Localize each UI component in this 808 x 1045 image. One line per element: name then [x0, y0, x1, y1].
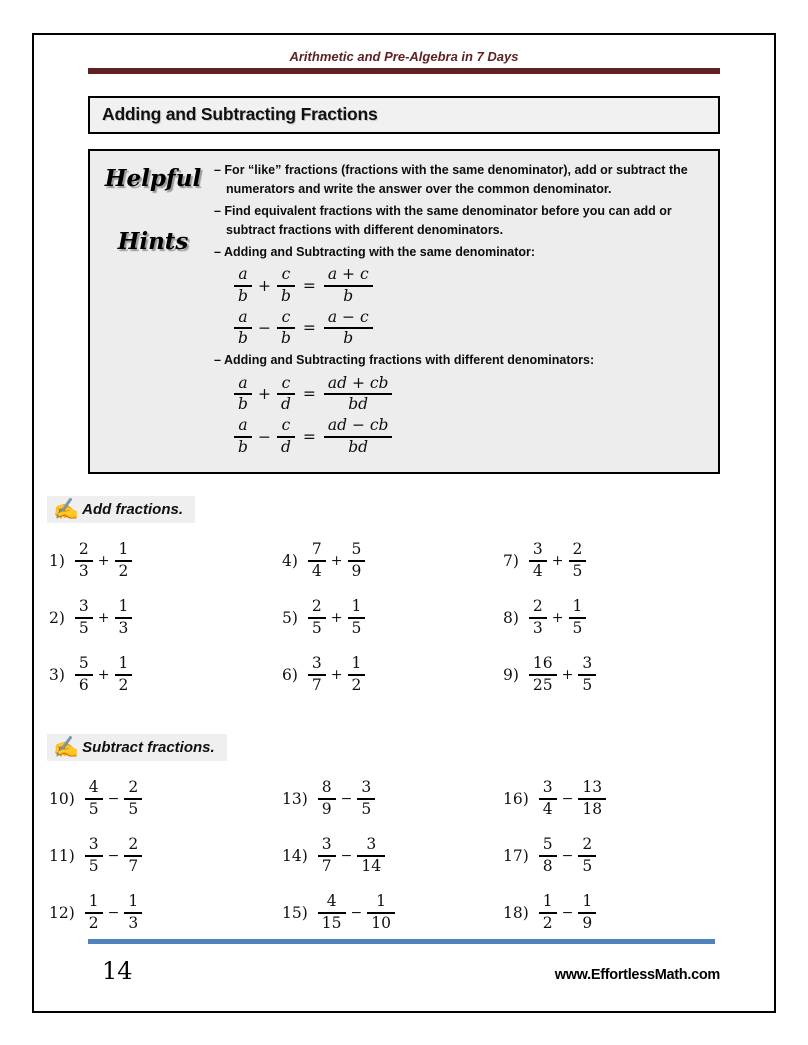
problem-number: 13) — [282, 790, 308, 809]
equals-sign: = — [302, 319, 316, 338]
operator: − — [561, 848, 574, 865]
numerator: 1 — [124, 893, 142, 914]
fraction — [124, 779, 142, 819]
denominator: 5 — [78, 619, 89, 638]
fraction — [539, 779, 557, 819]
numerator: 2 — [529, 598, 547, 619]
problem-item — [49, 533, 282, 590]
denominator: 25 — [532, 676, 553, 695]
operator: + — [97, 667, 110, 684]
numerator: a + c — [324, 266, 373, 287]
numerator: 1 — [578, 893, 596, 914]
operator: − — [561, 791, 574, 808]
numerator: 2 — [308, 598, 326, 619]
operator: − — [257, 427, 271, 446]
numerator: a — [234, 266, 252, 287]
denominator: 7 — [311, 676, 322, 695]
fraction — [578, 893, 596, 933]
denominator: 3 — [118, 619, 129, 638]
numerator: 1 — [348, 598, 366, 619]
fraction — [539, 893, 557, 933]
numerator: 3 — [357, 779, 375, 800]
helpful-hints-box — [88, 149, 720, 474]
problem-item — [282, 590, 503, 647]
add-fractions-grid — [49, 533, 774, 704]
hint-bullet: – For “like” fractions (fractions with the same denominator), add or subtract the numerators and write the answer over the common denominator. — [214, 163, 688, 197]
add-fractions-heading — [47, 496, 195, 523]
problem-number: 16) — [503, 790, 529, 809]
denominator: d — [280, 395, 291, 414]
fraction — [308, 598, 326, 638]
operator: + — [330, 553, 343, 570]
problem-number: 1) — [49, 552, 65, 571]
numerator: 1 — [115, 655, 133, 676]
operator: − — [340, 848, 353, 865]
denominator: 9 — [351, 562, 362, 581]
fraction — [529, 598, 547, 638]
operator: − — [350, 905, 363, 922]
numerator: c — [277, 309, 295, 330]
numerator: 3 — [529, 541, 547, 562]
problem-number: 3) — [49, 666, 65, 685]
problem-number: 12) — [49, 904, 75, 923]
fraction — [85, 779, 103, 819]
denominator: 2 — [118, 562, 129, 581]
helpful-hints-label — [92, 159, 214, 460]
numerator: a — [234, 309, 252, 330]
denominator: bd — [348, 437, 369, 456]
operator: + — [561, 667, 574, 684]
problem-number: 9) — [503, 666, 519, 685]
hint-bullet: – Adding and Subtracting with the same denominator: — [214, 244, 536, 259]
section-gap — [34, 704, 774, 712]
operator: − — [561, 905, 574, 922]
numerator: 8 — [318, 779, 336, 800]
numerator: 3 — [578, 655, 596, 676]
fraction — [357, 779, 375, 819]
operator: − — [107, 791, 120, 808]
denominator: b — [280, 286, 291, 305]
numerator: 16 — [529, 655, 557, 676]
problem-item — [503, 828, 720, 885]
fraction — [85, 836, 103, 876]
operator: + — [551, 553, 564, 570]
numerator: 3 — [85, 836, 103, 857]
fraction — [234, 309, 252, 349]
fraction — [115, 598, 133, 638]
denominator: 7 — [128, 857, 139, 876]
problem-item — [282, 771, 503, 828]
fraction — [234, 417, 252, 457]
fraction — [324, 266, 373, 306]
writing-hand-icon: ✍ — [53, 497, 80, 521]
fraction — [234, 266, 252, 306]
fraction — [529, 541, 547, 581]
problem-number: 17) — [503, 847, 529, 866]
denominator: b — [280, 329, 291, 348]
fraction — [115, 541, 133, 581]
numerator: 7 — [308, 541, 326, 562]
problem-item — [503, 647, 720, 704]
fraction — [578, 779, 606, 819]
problem-number: 10) — [49, 790, 75, 809]
exercise-heading-label: Subtract fractions. — [82, 738, 215, 756]
numerator: ad − cb — [324, 417, 393, 438]
exercise-heading-label: Add fractions. — [82, 500, 183, 518]
denominator: b — [343, 286, 354, 305]
denominator: 3 — [128, 914, 139, 933]
operator: − — [107, 848, 120, 865]
fraction — [529, 655, 557, 695]
numerator: 1 — [367, 893, 395, 914]
operator: + — [551, 610, 564, 627]
numerator: 3 — [75, 598, 93, 619]
problem-number: 5) — [282, 609, 298, 628]
numerator: 3 — [318, 836, 336, 857]
problem-number: 6) — [282, 666, 298, 685]
problem-item — [503, 590, 720, 647]
formula-row — [234, 375, 710, 415]
problem-number: 8) — [503, 609, 519, 628]
operator: + — [330, 667, 343, 684]
problem-item — [49, 885, 282, 942]
page-frame — [32, 33, 776, 1013]
operator: − — [107, 905, 120, 922]
problem-item — [503, 771, 720, 828]
numerator: 1 — [348, 655, 366, 676]
writing-hand-icon: ✍ — [53, 735, 80, 759]
numerator: a — [234, 417, 252, 438]
problem-item — [282, 533, 503, 590]
numerator: 2 — [75, 541, 93, 562]
numerator: 1 — [85, 893, 103, 914]
denominator: 5 — [572, 562, 583, 581]
operator: − — [257, 319, 271, 338]
denominator: b — [238, 437, 248, 456]
fraction — [324, 417, 393, 457]
problem-item — [49, 647, 282, 704]
denominator: 5 — [582, 676, 593, 695]
denominator: 8 — [542, 857, 553, 876]
denominator: 7 — [321, 857, 332, 876]
equals-sign: = — [302, 276, 316, 295]
fraction — [348, 655, 366, 695]
numerator: 3 — [357, 836, 385, 857]
denominator: 5 — [88, 857, 99, 876]
numerator: 5 — [348, 541, 366, 562]
denominator: 2 — [542, 914, 553, 933]
denominator: 5 — [128, 800, 139, 819]
problem-number: 14) — [282, 847, 308, 866]
formula-row — [234, 309, 710, 349]
hint-bullet: – Find equivalent fractions with the same denominator before you can add or subtract fractions with different denominators. — [214, 203, 672, 238]
fraction — [318, 779, 336, 819]
formula-row — [234, 417, 710, 457]
footer-rule — [88, 939, 715, 944]
denominator: 4 — [311, 562, 322, 581]
denominator: 5 — [311, 619, 322, 638]
numerator: a — [234, 375, 252, 396]
fraction — [277, 417, 295, 457]
fraction — [234, 375, 252, 415]
fraction — [75, 541, 93, 581]
page-number: 14 — [102, 957, 133, 985]
fraction — [578, 655, 596, 695]
denominator: 18 — [582, 800, 603, 819]
problem-number: 4) — [282, 552, 298, 571]
numerator: c — [277, 417, 295, 438]
numerator: 5 — [539, 836, 557, 857]
fraction — [75, 598, 93, 638]
subtract-fractions-heading — [47, 734, 227, 761]
hint-bullet: – Adding and Subtracting fractions with different denominators: — [214, 353, 595, 368]
operator: + — [257, 276, 271, 295]
numerator: 1 — [115, 541, 133, 562]
fraction — [115, 655, 133, 695]
fraction — [324, 375, 393, 415]
numerator: 3 — [308, 655, 326, 676]
fraction — [75, 655, 93, 695]
equals-sign: = — [302, 427, 316, 446]
fraction — [85, 893, 103, 933]
numerator: ad + cb — [324, 375, 393, 396]
hints-label-word-2: Hints — [117, 228, 189, 255]
denominator: 5 — [351, 619, 362, 638]
fraction — [578, 836, 596, 876]
fraction — [308, 655, 326, 695]
denominator: 5 — [88, 800, 99, 819]
denominator: 4 — [532, 562, 543, 581]
numerator: 3 — [539, 779, 557, 800]
denominator: d — [280, 437, 291, 456]
problem-item — [503, 885, 720, 942]
denominator: 5 — [361, 800, 372, 819]
denominator: 2 — [351, 676, 362, 695]
fraction — [124, 836, 142, 876]
numerator: 4 — [318, 893, 346, 914]
header-rule — [88, 68, 720, 74]
problem-item — [282, 647, 503, 704]
denominator: b — [238, 329, 248, 348]
fraction — [348, 598, 366, 638]
denominator: 3 — [78, 562, 89, 581]
numerator: 4 — [85, 779, 103, 800]
fraction — [324, 309, 373, 349]
problem-item — [49, 828, 282, 885]
numerator: 1 — [539, 893, 557, 914]
fraction — [277, 309, 295, 349]
denominator: 6 — [78, 676, 89, 695]
numerator: 2 — [569, 541, 587, 562]
equals-sign: = — [302, 385, 316, 404]
numerator: 2 — [124, 779, 142, 800]
fraction — [569, 598, 587, 638]
book-title: Arithmetic and Pre-Algebra in 7 Days — [289, 49, 519, 64]
denominator: 9 — [321, 800, 332, 819]
problem-number: 18) — [503, 904, 529, 923]
fraction — [308, 541, 326, 581]
section-title-box — [88, 96, 720, 134]
problem-item — [49, 771, 282, 828]
denominator: bd — [348, 395, 369, 414]
fraction — [318, 893, 346, 933]
hints-label-word-1: Helpful — [104, 165, 202, 192]
problem-number: 11) — [49, 847, 75, 866]
numerator: 1 — [569, 598, 587, 619]
subtract-fractions-grid — [49, 771, 774, 942]
denominator: 10 — [371, 914, 391, 933]
numerator: 13 — [578, 779, 606, 800]
numerator: c — [277, 266, 295, 287]
denominator: 5 — [582, 857, 593, 876]
problem-item — [282, 885, 503, 942]
denominator: 2 — [118, 676, 129, 695]
section-title: Adding and Subtracting Fractions — [102, 104, 378, 124]
numerator: 1 — [115, 598, 133, 619]
fraction — [124, 893, 142, 933]
operator: + — [330, 610, 343, 627]
problem-number: 15) — [282, 904, 308, 923]
denominator: b — [343, 329, 354, 348]
footer — [88, 957, 720, 985]
fraction — [569, 541, 587, 581]
same-denominator-formulas — [234, 266, 710, 348]
denominator: 5 — [572, 619, 583, 638]
problem-number: 7) — [503, 552, 519, 571]
numerator: 2 — [578, 836, 596, 857]
fraction — [348, 541, 366, 581]
denominator: 4 — [542, 800, 553, 819]
problem-item — [49, 590, 282, 647]
numerator: c — [277, 375, 295, 396]
fraction — [277, 266, 295, 306]
operator: + — [97, 553, 110, 570]
denominator: 14 — [361, 857, 382, 876]
denominator: 9 — [582, 914, 593, 933]
numerator: 2 — [124, 836, 142, 857]
fraction — [318, 836, 336, 876]
fraction — [539, 836, 557, 876]
problem-item — [282, 828, 503, 885]
denominator: 15 — [321, 914, 342, 933]
fraction — [277, 375, 295, 415]
denominator: 3 — [532, 619, 543, 638]
operator: + — [257, 385, 271, 404]
formula-row — [234, 266, 710, 306]
problem-number: 2) — [49, 609, 65, 628]
website-link[interactable]: www.EffortlessMath.com — [554, 967, 720, 983]
denominator: b — [238, 286, 248, 305]
operator: + — [97, 610, 110, 627]
fraction — [367, 893, 395, 933]
numerator: a − c — [324, 309, 373, 330]
different-denominator-formulas — [234, 375, 710, 457]
fraction — [357, 836, 385, 876]
operator: − — [340, 791, 353, 808]
problem-item — [503, 533, 720, 590]
hints-content — [214, 159, 710, 460]
denominator: 2 — [88, 914, 99, 933]
numerator: 5 — [75, 655, 93, 676]
denominator: b — [238, 395, 248, 414]
